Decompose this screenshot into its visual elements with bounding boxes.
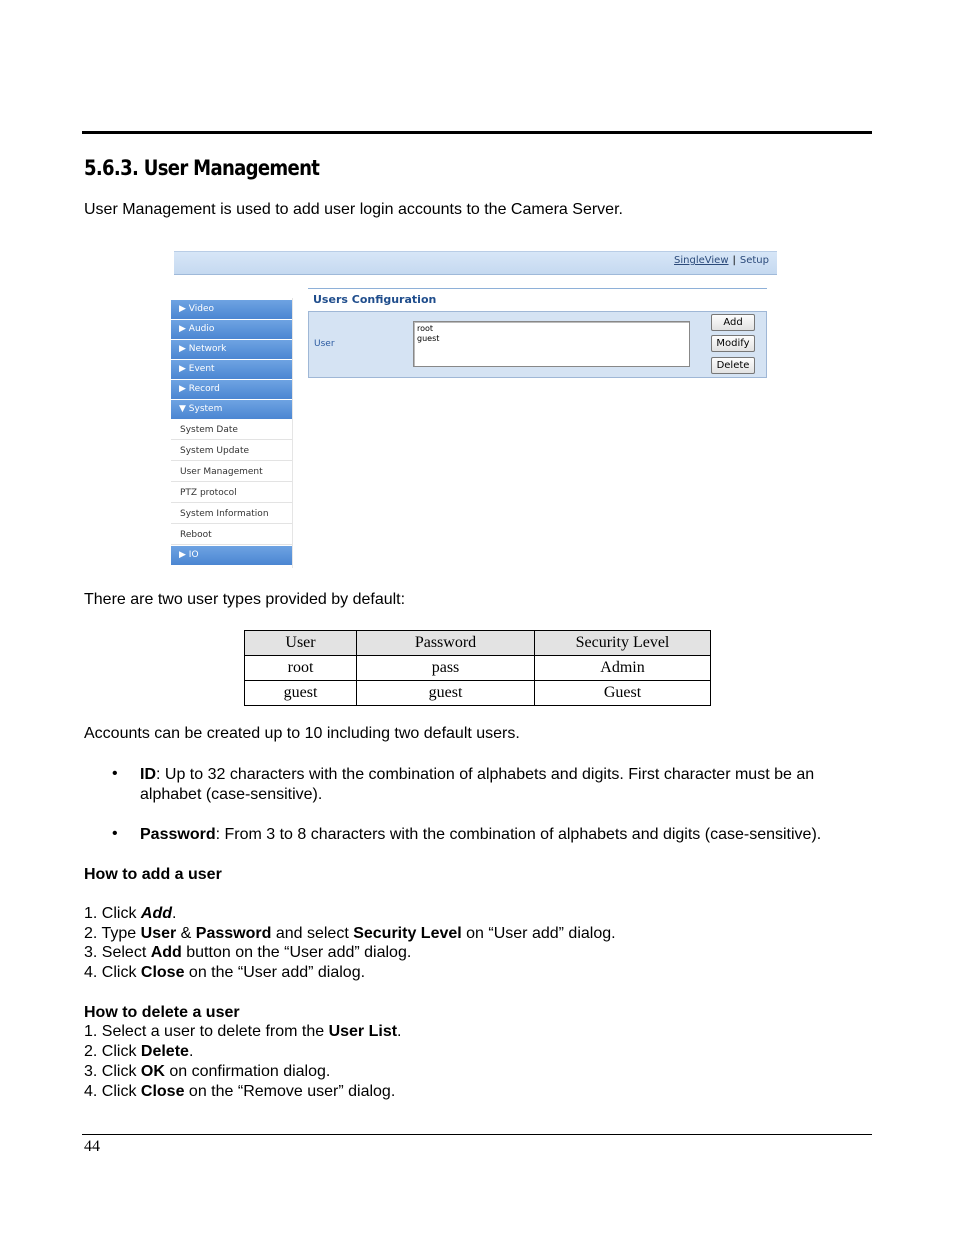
table-cell: guest bbox=[357, 681, 535, 706]
table-row bbox=[245, 656, 711, 681]
play-down-icon: ▼ bbox=[179, 404, 186, 414]
delete-step-2: 2. Click Delete. bbox=[84, 1043, 194, 1060]
delete-step-4: 4. Click Close on the “Remove user” dialog. bbox=[84, 1083, 396, 1100]
screenshot-top-bar bbox=[174, 251, 777, 275]
users-config-title: Users Configuration bbox=[313, 293, 437, 306]
table-cell: guest bbox=[245, 681, 357, 706]
delete-user-heading: How to delete a user bbox=[84, 1004, 240, 1021]
table-header-row bbox=[245, 631, 711, 656]
menu-item-video[interactable]: ▶ Video bbox=[171, 300, 292, 319]
page-number: 44 bbox=[84, 1138, 100, 1155]
password-term: Password bbox=[140, 826, 216, 843]
play-right-icon: ▶ bbox=[179, 364, 186, 374]
bullet-icon: • bbox=[112, 825, 118, 842]
setup-link[interactable]: Setup bbox=[739, 255, 769, 266]
add-step-1: 1. Click Add. bbox=[84, 905, 177, 922]
play-right-icon: ▶ bbox=[179, 550, 186, 560]
add-step-2: 2. Type User & Password and select Security Level on “User add” dialog. bbox=[84, 925, 616, 942]
link-separator: | bbox=[732, 255, 736, 266]
user-types-intro: There are two user types provided by default: bbox=[84, 591, 406, 608]
play-right-icon: ▶ bbox=[179, 384, 186, 394]
submenu-system-date[interactable]: System Date bbox=[171, 420, 292, 440]
footer-rule bbox=[82, 1134, 872, 1135]
id-bullet-text: ID: Up to 32 characters with the combination of alphabets and digits. First character must be an alphabet (case-sensitive). bbox=[140, 766, 815, 803]
delete-step-1: 1. Select a user to delete from the User List. bbox=[84, 1023, 402, 1040]
menu-item-network[interactable]: ▶ Network bbox=[171, 340, 292, 359]
column-header: User bbox=[245, 631, 357, 656]
modify-button[interactable]: Modify bbox=[711, 335, 755, 352]
singleview-link[interactable]: SingleView bbox=[674, 255, 729, 266]
menu-item-io[interactable]: ▶ IO bbox=[171, 546, 292, 565]
delete-step-3: 3. Click OK on confirmation dialog. bbox=[84, 1063, 331, 1080]
table-cell: Guest bbox=[535, 681, 711, 706]
add-button[interactable]: Add bbox=[711, 314, 755, 331]
play-right-icon: ▶ bbox=[179, 344, 186, 354]
table-cell: pass bbox=[357, 656, 535, 681]
play-right-icon: ▶ bbox=[179, 324, 186, 334]
accounts-note: Accounts can be created up to 10 including two default users. bbox=[84, 725, 520, 742]
submenu-ptz-protocol[interactable]: PTZ protocol bbox=[171, 483, 292, 503]
table-cell: Admin bbox=[535, 656, 711, 681]
menu-item-audio[interactable]: ▶ Audio bbox=[171, 320, 292, 339]
intro-paragraph: User Management is used to add user login accounts to the Camera Server. bbox=[84, 201, 623, 218]
password-bullet-text: Password: From 3 to 8 characters with the combination of alphabets and digits (case-sensitive). bbox=[140, 826, 822, 843]
column-header: Password bbox=[357, 631, 535, 656]
bullet-icon: • bbox=[112, 765, 118, 782]
top-rule bbox=[82, 131, 872, 134]
user-label: User bbox=[314, 339, 335, 349]
menu-item-system[interactable]: ▼ System bbox=[171, 400, 292, 419]
users-config-title-bar bbox=[308, 288, 767, 312]
user-listbox[interactable] bbox=[413, 321, 690, 367]
list-item[interactable]: root bbox=[417, 324, 434, 333]
add-user-heading: How to add a user bbox=[84, 866, 222, 883]
add-step-3: 3. Select Add button on the “User add” dialog. bbox=[84, 944, 412, 961]
users-config-panel bbox=[308, 311, 767, 378]
user-types-table bbox=[244, 630, 711, 706]
submenu-user-management[interactable]: User Management bbox=[171, 462, 292, 482]
menu-item-record[interactable]: ▶ Record bbox=[171, 380, 292, 399]
submenu-system-update[interactable]: System Update bbox=[171, 441, 292, 461]
list-item[interactable]: guest bbox=[417, 334, 440, 343]
section-heading: 5.6.3. User Management bbox=[84, 156, 320, 180]
add-step-4: 4. Click Close on the “User add” dialog. bbox=[84, 964, 366, 981]
play-right-icon: ▶ bbox=[179, 304, 186, 314]
menu-item-event[interactable]: ▶ Event bbox=[171, 360, 292, 379]
submenu-system-information[interactable]: System Information bbox=[171, 504, 292, 524]
table-cell: root bbox=[245, 656, 357, 681]
screenshot-side-menu bbox=[171, 298, 293, 568]
delete-button[interactable]: Delete bbox=[711, 357, 755, 374]
id-term: ID bbox=[140, 766, 156, 783]
table-row bbox=[245, 681, 711, 706]
submenu-reboot[interactable]: Reboot bbox=[171, 525, 292, 545]
column-header: Security Level bbox=[535, 631, 711, 656]
